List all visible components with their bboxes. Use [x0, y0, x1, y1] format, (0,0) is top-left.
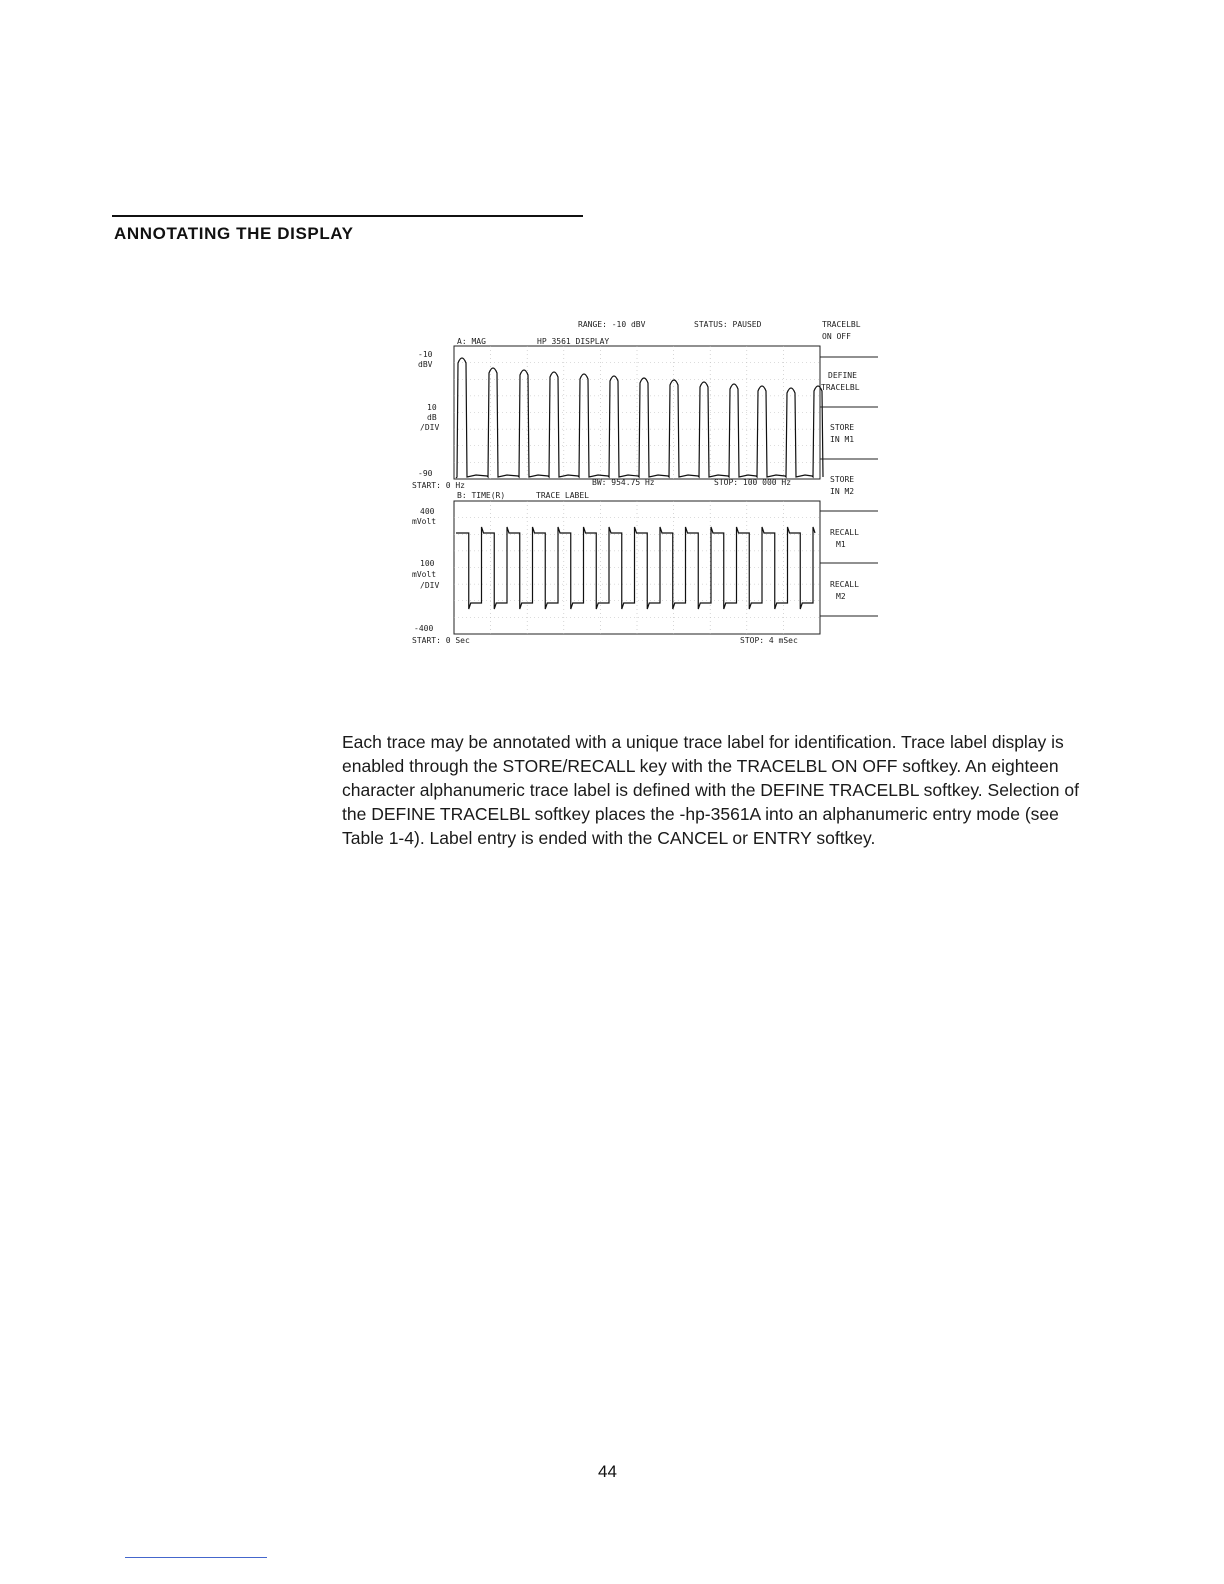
page-number: 44	[598, 1462, 617, 1481]
trace-b-label: TRACE LABEL	[536, 491, 589, 500]
softkey-line2: IN M1	[830, 435, 855, 444]
trace-a-y-top: -10	[418, 350, 433, 359]
softkey-line1: RECALL	[830, 580, 859, 589]
trace-a-grid	[454, 346, 820, 479]
trace-a-y-bottom: -90	[418, 469, 433, 478]
trace-b-y-scale: 100	[420, 559, 435, 568]
trace-b-grid	[454, 501, 820, 634]
softkey-line2: TRACELBL	[821, 383, 860, 392]
softkey-line2: M1	[836, 540, 846, 549]
trace-b-y-scale-unit: mVolt	[412, 570, 437, 579]
softkey-line1: RECALL	[830, 528, 859, 537]
trace-a-waveform	[456, 358, 823, 478]
softkey-line1: DEFINE	[828, 371, 857, 380]
section-heading: ANNOTATING THE DISPLAY	[114, 224, 354, 243]
range-readout: RANGE: -10 dBV	[578, 320, 646, 329]
trace-a-y-scale: 10	[427, 403, 437, 412]
trace-a-label: HP 3561 DISPLAY	[537, 337, 610, 346]
status-readout: STATUS: PAUSED	[694, 320, 762, 329]
softkey-define-tracelbl[interactable]	[821, 371, 860, 392]
trace-a-title: A: MAG	[457, 337, 486, 346]
softkey-line1: STORE	[830, 475, 855, 484]
section-rule	[112, 215, 583, 217]
trace-b-y-top: 400	[420, 507, 435, 516]
trace-b-waveform	[456, 527, 815, 609]
softkey-column	[820, 357, 878, 616]
trace-b-y-bottom: -400	[414, 624, 434, 633]
softkey-store-m1[interactable]	[830, 423, 854, 444]
softkey-line2: IN M2	[830, 487, 855, 496]
trace-a-y-scale-div: /DIV	[420, 423, 440, 432]
footer-rule	[125, 1557, 267, 1558]
on-off-softkey-label: ON OFF	[822, 332, 851, 341]
softkey-line1: STORE	[830, 423, 855, 432]
softkey-recall-m2[interactable]	[830, 580, 859, 601]
trace-a-y-scale-unit: dB	[427, 413, 437, 422]
softkey-store-m2[interactable]	[830, 475, 854, 496]
softkey-line2: M2	[836, 592, 846, 601]
trace-a-y-top-unit: dBV	[418, 360, 433, 369]
trace-b-y-top-unit: mVolt	[412, 517, 437, 526]
trace-b-start: START: 0 Sec	[412, 636, 470, 645]
softkey-recall-m1[interactable]	[830, 528, 859, 549]
trace-a-bw: BW: 954.75 Hz	[592, 478, 655, 487]
trace-b-title: B: TIME(R)	[457, 491, 506, 500]
trace-a-start: START: 0 Hz	[412, 481, 465, 490]
body-paragraph: Each trace may be annotated with a unique trace label for identification. Trace label display is enabled through the STORE/RECALL key with the TRACELBL ON OFF softkey. An eighteen character alphanumeric trace label is defined with the DEFINE TRACELBL softkey. Selection of the DEFINE TRACELBL softkey places the -hp-3561A into an alphanumeric entry mode (see Table 1-4). Label entry is ended with the CANCEL or ENTRY softkey.	[342, 732, 1079, 848]
tracelbl-softkey-label: TRACELBL	[822, 320, 861, 329]
trace-a-stop: STOP: 100 000 Hz	[714, 478, 792, 487]
analyzer-screen	[400, 315, 900, 655]
trace-b-stop: STOP: 4 mSec	[740, 636, 798, 645]
trace-b-box	[454, 501, 820, 634]
trace-b-y-scale-div: /DIV	[420, 581, 440, 590]
analyzer-display-figure	[400, 315, 900, 655]
trace-a-box	[454, 346, 820, 479]
